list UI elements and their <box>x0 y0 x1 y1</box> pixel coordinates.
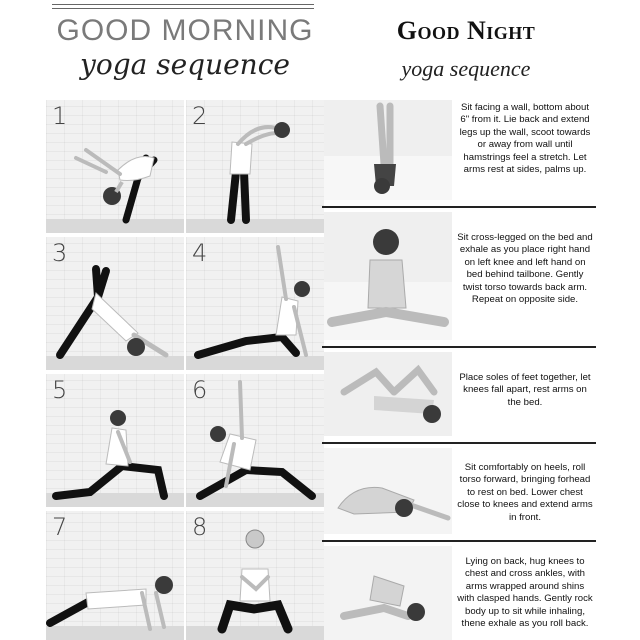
night-pose-instructions: Sit facing a wall, bottom about 6" from it. Lie back and extend legs up the wall, scoot towards or away from wall until hamstrings feel a stretch. Let arms rest at sides, palms up. <box>459 102 591 176</box>
pose-photo-6 <box>186 374 324 507</box>
seated-twist-figure <box>324 212 452 340</box>
night-pose-photo <box>324 100 452 200</box>
pose-number: 4 <box>192 239 208 267</box>
night-pose-instructions: Sit cross-legged on the bed and exhale as you place right hand on left knee and left hand on bed behind tailbone. Gently twist torso towards back arm. Repeat on opposite side. <box>457 232 593 306</box>
knees-to-chest-figure <box>324 546 452 640</box>
night-pose-3 <box>322 348 596 444</box>
reclined-butterfly-figure <box>324 352 452 436</box>
night-pose-photo <box>324 212 452 340</box>
pose-photo-2 <box>186 100 324 233</box>
night-pose-2 <box>322 208 596 348</box>
pose-photo-4 <box>186 237 324 370</box>
pose-number: 7 <box>52 513 68 541</box>
pose-photo-5 <box>46 374 184 507</box>
night-pose-photo <box>324 546 452 640</box>
pose-number: 6 <box>192 376 208 404</box>
morning-sequence <box>46 100 324 640</box>
header-rule <box>52 4 314 5</box>
pose-number: 5 <box>52 376 68 404</box>
night-pose-instructions: Place soles of feet together, let knees fall apart, rest arms on the bed. <box>459 372 591 408</box>
night-pose-photo <box>324 352 452 436</box>
night-pose-1 <box>322 96 596 208</box>
morning-header <box>46 0 324 92</box>
pose-number: 1 <box>52 102 68 130</box>
night-pose-instructions: Lying on back, hug knees to chest and cross ankles, with arms wrapped around shins with clasped hands. Gently rock body up to sit while inhaling, thene exhale as you roll back. <box>457 556 593 630</box>
night-pose-instructions: Sit comfortably on heels, roll torso forward, bringing forhead to rest on bed. Lower chest close to knees and extend arms in front. <box>457 462 593 523</box>
pose-number: 8 <box>192 513 208 541</box>
night-pose-photo <box>324 448 452 534</box>
night-pose-4 <box>322 444 596 542</box>
pose-photo-7 <box>46 511 184 640</box>
morning-title: GOOD MORNING <box>56 14 314 47</box>
night-pose-5 <box>322 542 596 640</box>
pose-photo-3 <box>46 237 184 370</box>
night-subtitle: yoga sequence <box>401 56 531 81</box>
morning-subtitle: yoga sequence <box>80 48 290 81</box>
pose-photo-8 <box>186 511 324 640</box>
pose-number: 2 <box>192 102 208 130</box>
night-sequence <box>322 96 596 640</box>
night-title: Good Night <box>396 16 536 45</box>
pose-photo-1 <box>46 100 184 233</box>
pose-number: 3 <box>52 239 68 267</box>
childs-pose-figure <box>324 448 452 534</box>
header-rule <box>52 8 314 9</box>
legs-up-wall-figure <box>324 100 452 200</box>
